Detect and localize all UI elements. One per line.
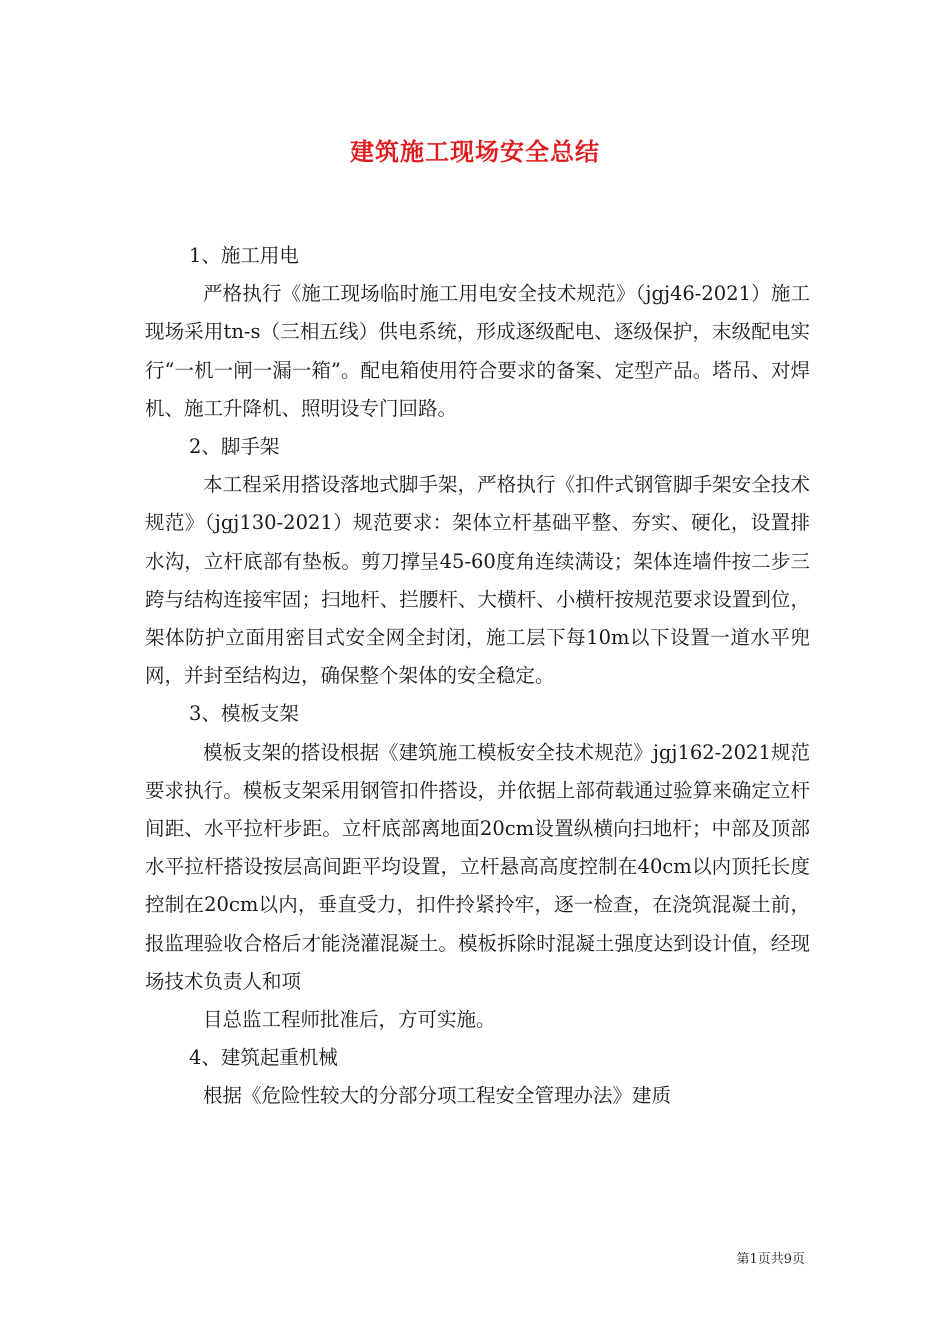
document-title: 建筑施工现场安全总结 (350, 137, 600, 166)
section-paragraph-continuation: 目总监工程师批准后，方可实施。 (203, 1008, 496, 1032)
section-paragraph: 模板支架的搭设根据《建筑施工模板安全技术规范》jgj162-2021规范要求执行。模板支架采用钢管扣件搭设，并依据上部荷载通过验算来确定立杆间距、水平拉杆步距。立杆底部离地面20cm设置纵横向扫地杆；中部及顶部水平拉杆搭设按层高间距平均设置，立杆悬高高度控制在40cm以内顶托长度控制在20cm以内，垂直受力，扣件拎紧拎牢，逐一检查，在浇筑混凝土前，报监理验收合格后才能浇灌混凝土。模板拆除时混凝土强度达到设计值，经现场技术负责人和项 (145, 740, 810, 993)
section-heading: 4、建筑起重机械 (189, 1046, 338, 1070)
section-heading: 3、模板支架 (189, 702, 299, 726)
document-body (145, 237, 810, 1116)
section-paragraph: 严格执行《施工现场临时施工用电安全技术规范》（jgj46-2021）施工现场采用tn-s（三相五线）供电系统，形成逐级配电、逐级保护，末级配电实行“一机一闸一漏一箱”。配电箱使用符合要求的备案、定型产品。塔吊、对焊机、施工升降机、照明设专门回路。 (145, 282, 810, 420)
section-paragraph: 本工程采用搭设落地式脚手架，严格执行《扣件式钢管脚手架安全技术规范》（jgj130-2021）规范要求：架体立杆基础平整、夯实、硬化，设置排水沟，立杆底部有垫板。剪刀撑呈45-60度角连续满设；架体连墙件按二步三跨与结构连接牢固；扫地杆、拦腰杆、大横杆、小横杆按规范要求设置到位，架体防护立面用密目式安全网全封闭，施工层下每10m以下设置一道水平兜网，并封至结构边，确保整个架体的安全稳定。 (145, 473, 810, 688)
section-heading: 1、施工用电 (189, 244, 299, 267)
section-heading: 2、脚手架 (189, 435, 280, 459)
section-paragraph: 根据《危险性较大的分部分项工程安全管理办法》建质 (203, 1084, 672, 1108)
page-number: 第1页共9页 (736, 1252, 805, 1267)
